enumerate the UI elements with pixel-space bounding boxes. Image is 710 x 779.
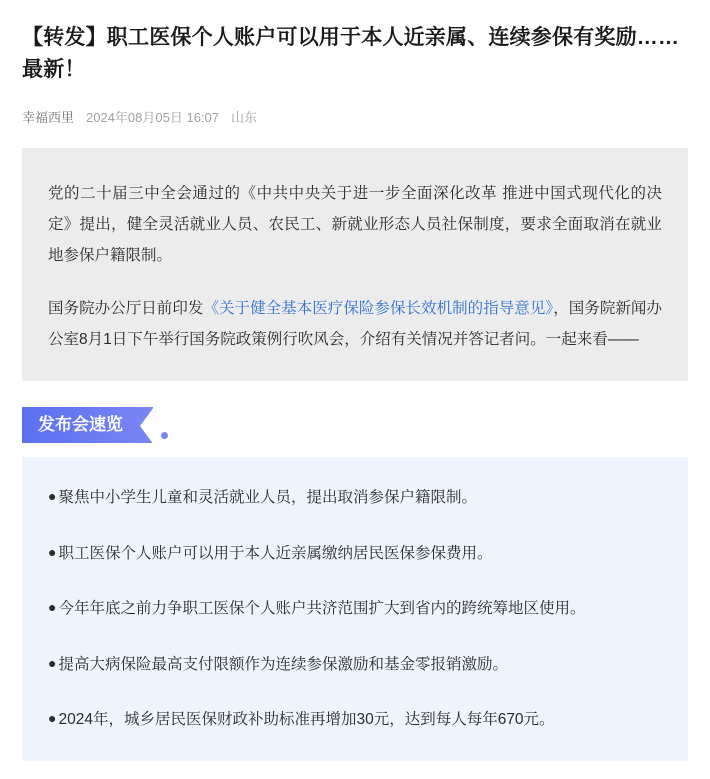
- section-header: [22, 407, 688, 443]
- list-item: [48, 650, 662, 679]
- list-item-label: 2024年，城乡居民医保财政补助标准再增加30元，达到每人每年670元。: [58, 711, 555, 729]
- list-item: [48, 539, 662, 568]
- quote-text-post: ，国务院新闻办公室8月1日下午举行国务院政策例行吹风会，介绍有关情况并答记者问。一起来看——: [48, 300, 662, 348]
- author-name[interactable]: 幸福西里: [22, 110, 75, 125]
- list-item: [48, 705, 662, 734]
- list-item: [48, 594, 662, 623]
- section-ribbon-label: 发布会速览: [22, 407, 153, 443]
- publish-date: 2024年08月05日 16:07: [86, 110, 219, 125]
- bullet-icon: ●: [48, 710, 57, 727]
- article-meta: [22, 107, 688, 126]
- bullet-icon: ●: [48, 543, 57, 560]
- bullet-icon: ●: [48, 654, 57, 671]
- highlights-list: [22, 457, 688, 760]
- page-title: 【转发】职工医保个人账户可以用于本人近亲属、连续参保有奖励……最新！: [22, 26, 680, 81]
- policy-document-link[interactable]: 《关于健全基本医疗保险参保长效机制的指导意见》: [203, 300, 554, 317]
- publish-location: 山东: [231, 110, 258, 125]
- list-item-label: 聚焦中小学生儿童和灵活就业人员，提出取消参保户籍限制。: [58, 489, 477, 507]
- bullet-icon: ●: [48, 488, 57, 505]
- list-item-label: 提高大病保险最高支付限额作为连续参保激励和基金零报销激励。: [58, 655, 508, 673]
- quote-paragraph-1: 党的二十届三中全会通过的《中共中央关于进一步全面深化改革 推进中国式现代化的决定》提出，健全灵活就业人员、农民工、新就业形态人员社保制度，要求全面取消在就业地参保户籍限制。: [48, 185, 662, 264]
- summary-quote-box: [22, 148, 688, 381]
- list-item-label: 职工医保个人账户可以用于本人近亲属缴纳居民医保参保费用。: [58, 544, 493, 562]
- quote-text-pre: 国务院办公厅日前印发: [48, 300, 204, 317]
- list-item-label: 今年年底之前力争职工医保个人账户共济范围扩大到省内的跨统筹地区使用。: [58, 600, 586, 618]
- quote-paragraph-2: [48, 293, 662, 355]
- ribbon-dot-decoration: [161, 432, 168, 439]
- list-item: [48, 483, 662, 512]
- bullet-icon: ●: [48, 599, 57, 616]
